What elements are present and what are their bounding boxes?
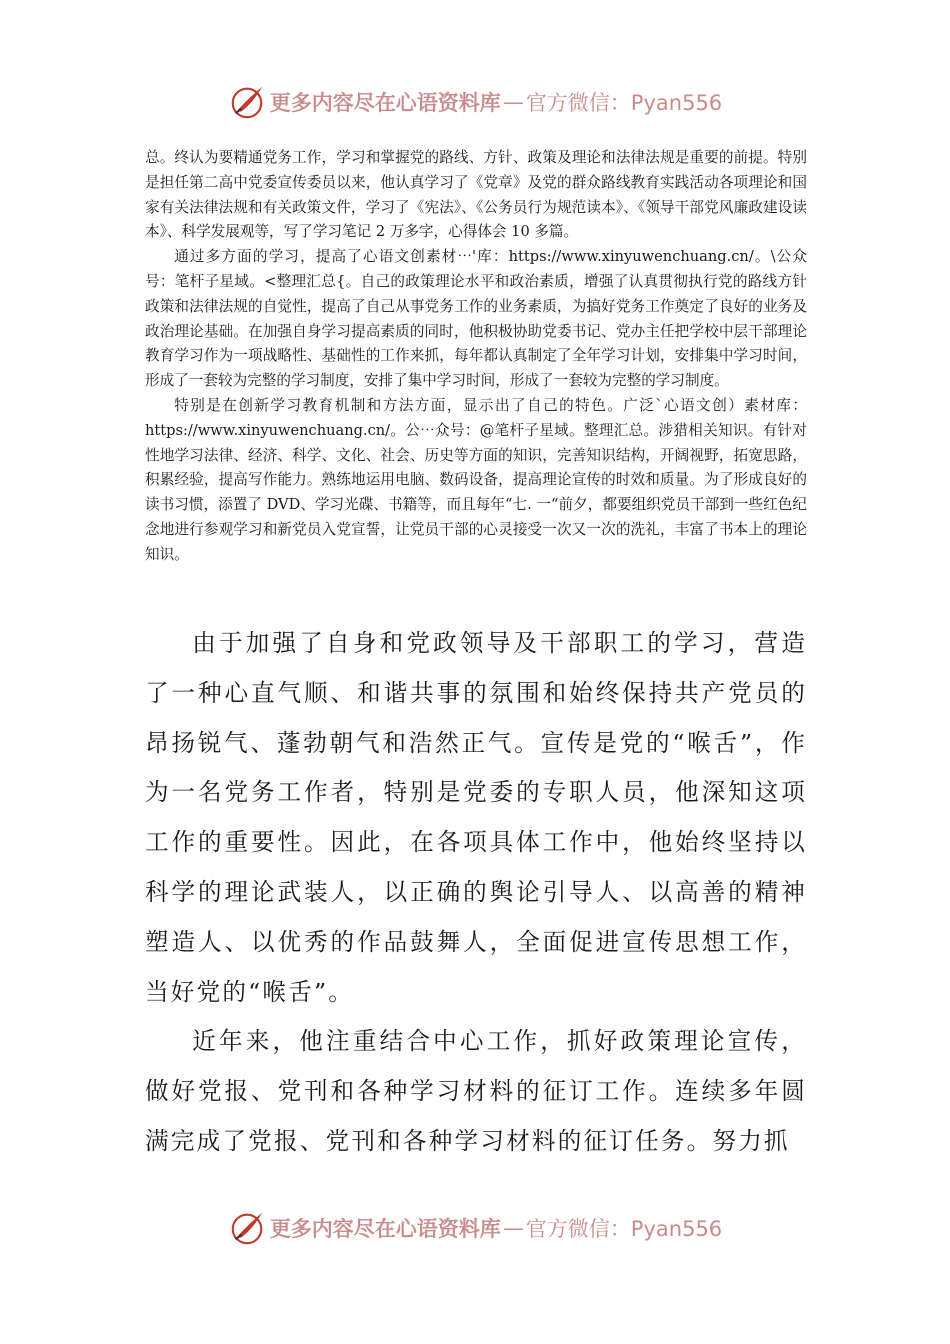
small-paragraph: 特别是在创新学习教育机制和方法方面，显示出了自己的特色。广泛`心语文创）素材库：https://www.xinyuwenchuang.cn/。公⋯众号：@笔杆子星域。整理汇总。涉猎相关知识。有针对性地学习法律、经济、科学、文化、社会、历史等方面的知识，完善知识结构，开阔视野，拓宽思路，积累经验，提高写作能力。熟练地运用电脑、数码设备，提高理论宣传的时效和质量。为了形成良好的读书习惯，添置了 DVD、学习光碟、书籍等，而且每年“七. 一“前夕，都要组织党员干部到一些红色纪念地进行参观学习和新党员入党宣誓，让党员干部的心灵接受一次又一次的洗礼，丰富了书本上的理论知识。 [145,396,807,563]
banner-separator: — [502,90,524,114]
large-text-section [145,619,807,1167]
banner-contact: 官方微信：Pyan556 [525,91,723,115]
quill-logo-icon [228,83,266,121]
banner-brand: 更多内容尽在心语资料库 [269,91,501,115]
small-paragraph: 通过多方面的学习，提高了心语文创素材⋯'库：https://www.xinyuwenchuang.cn/。\公众号：笔杆子星域。<整理汇总{。自己的政策理论水平和政治素质，增强了认真贯彻执行党的路线方针政策和法律法规的自觉性，提高了自己从事党务工作的业务素质，为搞好党务工作奠定了良好的业务及政治理论基础。在加强自身学习提高素质的同时，他积极协助党委书记、党办主任把学校中层干部理论教育学习作为一项战略性、基础性的工作来抓，每年都认真制定了全年学习计划，安排集中学习时间，形成了一套较为完整的学习制度，安排了集中学习时间，形成了一套较为完整的学习制度。 [145,248,807,390]
quill-logo-icon [228,1209,266,1247]
footer-banner [0,1208,950,1248]
banner-separator: — [502,1216,524,1240]
header-banner [0,82,950,122]
banner-contact: 官方微信：Pyan556 [525,1217,723,1241]
large-paragraph: 近年来，他注重结合中心工作，抓好政策理论宣传，做好党报、党刊和各种学习材料的征订工作。连续多年圆满完成了党报、党刊和各种学习材料的征订任务。努力抓 [145,1027,807,1155]
large-paragraph: 由于加强了自身和党政领导及干部职工的学习，营造了一种心直气顺、和谐共事的氛围和始终保持共产党员的昂扬锐气、蓬勃朝气和浩然正气。宣传是党的“喉舌”，作为一名党务工作者，特别是党委的专职人员，他深知这项工作的重要性。因此，在各项具体工作中，他始终坚持以科学的理论武装人，以正确的舆论引导人、以高善的精神塑造人、以优秀的作品鼓舞人，全面促进宣传思想工作，当好党的“喉舌”。 [145,629,807,1006]
banner-brand: 更多内容尽在心语资料库 [269,1217,501,1241]
small-paragraph: 总。终认为要精通党务工作，学习和掌握党的路线、方针、政策及理论和法律法规是重要的前提。特别是担任第二高中党委宣传委员以来，他认真学习了《党章》及党的群众路线教育实践活动各项理论和国家有关法律法规和有关政策文件，学习了《宪法》、《公务员行为规范读本》、《领导干部党风廉政建设读本》、科学发展观等，写了学习笔记 2 万多字，心得体会 10 多篇。 [145,149,807,241]
small-text-section [145,146,807,568]
